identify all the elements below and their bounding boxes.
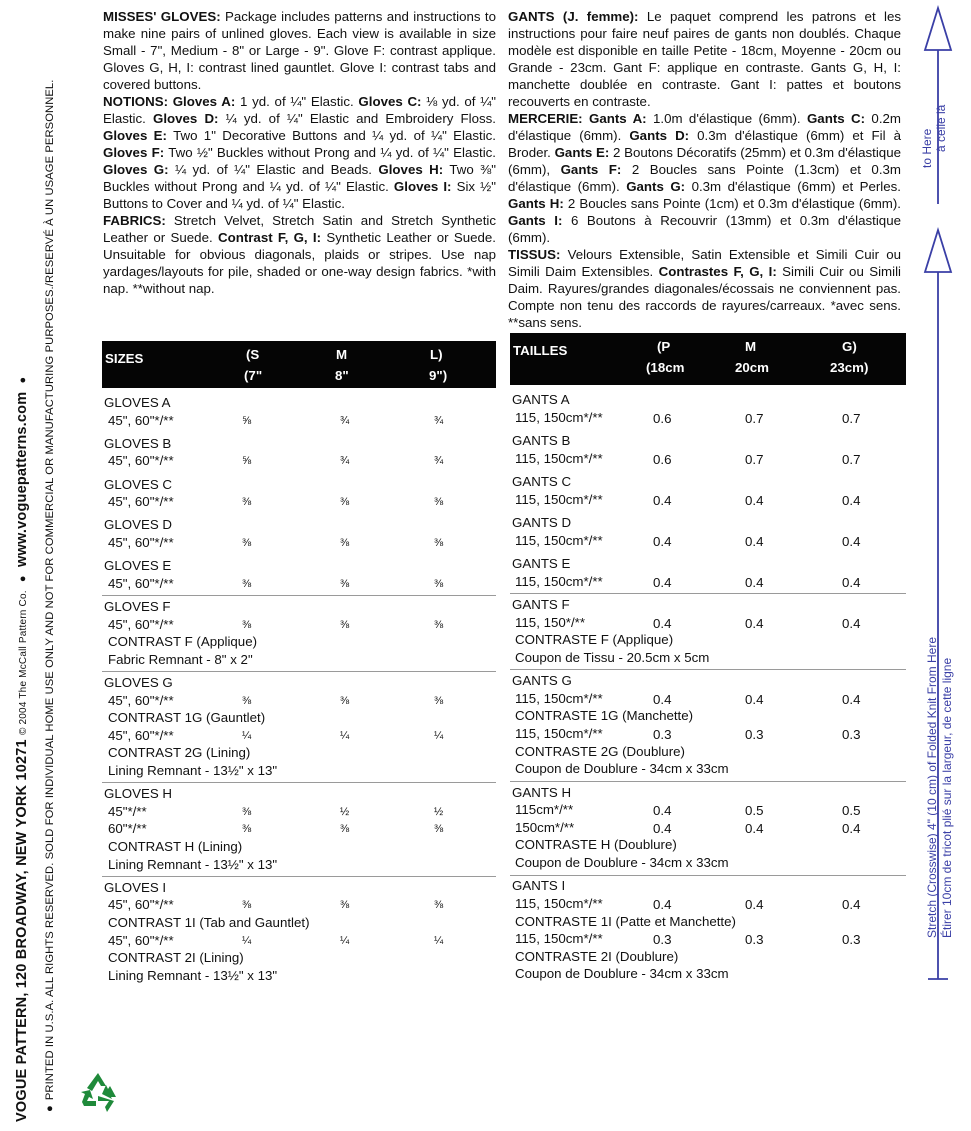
notion-item-label: Gloves I:: [393, 179, 452, 194]
row-value: 0.4: [745, 820, 764, 836]
row-value: 0.6: [653, 410, 672, 426]
mercerie-label: MERCERIE:: [508, 111, 589, 126]
row-value: ⅜: [242, 899, 252, 912]
notion-item-label: Gloves D:: [152, 111, 219, 126]
notion-item-text: 2 Boucles sans Pointe (1cm) et 0.3m d'élastique (6mm).: [563, 196, 901, 211]
header-measure: (18cm: [646, 360, 685, 375]
copyright: © 2004 The McCall Pattern Co.: [18, 590, 29, 736]
row-value: 0.4: [653, 492, 672, 508]
header-label: TAILLES: [513, 343, 568, 358]
row-value: 0.4: [842, 615, 861, 631]
row-label: Lining Remnant - 13½" x 13": [108, 967, 278, 983]
table-divider: [102, 671, 496, 672]
row-value: 0.4: [745, 615, 764, 631]
row-value: 0.3: [653, 726, 672, 742]
notion-item-label: Gloves A:: [172, 94, 236, 109]
row-value: 0.7: [745, 410, 764, 426]
notion-item-label: Gloves F:: [103, 145, 165, 160]
notion-item-label: Gloves C:: [358, 94, 422, 109]
table-divider: [510, 781, 906, 782]
row-label: CONTRAST H (Lining): [108, 838, 243, 854]
row-label: CONTRASTE H (Doublure): [515, 837, 677, 853]
row-value: 0.7: [745, 451, 764, 467]
row-value: ¼: [434, 934, 444, 947]
row-label: GLOVES A: [104, 395, 171, 410]
row-value: 0.4: [842, 896, 861, 912]
row-value: ½: [434, 805, 444, 818]
row-value: ⅜: [242, 577, 252, 590]
row-value: ¼: [340, 934, 350, 947]
row-label: CONTRAST 1I (Tab and Gauntlet): [108, 914, 310, 930]
row-label: GLOVES C: [104, 476, 172, 492]
bullet: ●: [17, 575, 29, 583]
row-label: GLOVES B: [104, 435, 172, 451]
row-value: 0.4: [842, 691, 861, 707]
row-label: GANTS C: [512, 474, 572, 489]
row-value: 0.7: [842, 410, 861, 426]
row-label: 45"*/**: [108, 803, 147, 819]
row-label: CONTRASTE 2I (Doublure): [515, 948, 679, 964]
row-value: ⅜: [434, 694, 444, 707]
publisher-line: [14, 373, 30, 1122]
notion-item-label: Gants G:: [626, 179, 686, 194]
row-value: 0.3: [745, 726, 764, 742]
header-size: G): [842, 339, 857, 354]
grainline-bottom-fr: Étirer 10cm de tricot plié sur la largeur, de cette ligne: [940, 657, 954, 938]
row-label: Lining Remnant - 13½" x 13": [108, 763, 278, 778]
header-size: L): [430, 347, 443, 362]
french-title: GANTS (J. femme):: [508, 9, 639, 24]
row-value: 0.3: [842, 726, 861, 742]
row-label: 115, 150cm*/**: [515, 725, 603, 741]
fabrics-label: FABRICS:: [103, 213, 166, 228]
grainline-top-fr: à celle là: [934, 104, 948, 152]
row-label: 45", 60"*/**: [108, 727, 174, 743]
header-measure: 9"): [429, 368, 448, 383]
row-value: ½: [340, 805, 350, 818]
row-label: GANTS B: [512, 433, 571, 448]
row-value: 0.4: [745, 691, 764, 707]
english-yardage-table: [102, 341, 496, 991]
header-size: M: [745, 339, 757, 354]
row-label: GANTS D: [512, 515, 572, 530]
row-value: ⅜: [434, 899, 444, 912]
row-label: CONTRASTE 2G (Doublure): [515, 743, 685, 759]
row-value: 0.3: [653, 932, 672, 948]
header-label: SIZES: [105, 351, 144, 366]
row-value: ¾: [434, 414, 444, 427]
french-intro-text: Le paquet comprend les patrons et les instructions pour faire neuf paires de gants non doublés. Chaque modèle est disponible en taille Petite - 18cm, Moyenne - 20cm ou Grande - 23cm. Gant F: applique en contraste. Gants G, H, I: manchette doublée en contraste. Gant I: pattes et boutons recouverts en contraste.: [508, 9, 902, 109]
row-value: ⅜: [434, 618, 444, 631]
table-divider: [510, 875, 906, 876]
french-yardage-table: [510, 333, 906, 993]
rights-line: [44, 80, 56, 1112]
row-value: ⅜: [242, 694, 252, 707]
row-label: GANTS F: [512, 597, 570, 612]
row-label: 115, 150cm*/**: [515, 931, 603, 947]
row-label: CONTRAST 2I (Lining): [108, 950, 244, 966]
row-value: 0.5: [842, 803, 861, 819]
row-label: Coupon de Doublure - 34cm x 33cm: [515, 761, 729, 777]
website-url: www.voguepatterns.com: [14, 391, 30, 567]
header-size: M: [336, 347, 348, 362]
row-value: ⅜: [340, 694, 350, 707]
notion-item-text: 0.3m d'élastique (6mm) et Perles.: [685, 179, 901, 194]
row-label: CONTRASTE 1G (Manchette): [515, 708, 694, 724]
row-label: 45", 60"*/**: [108, 897, 174, 913]
row-value: ¼: [242, 729, 252, 742]
fabrics-contrast-label: Contrast F, G, I:: [217, 230, 322, 245]
notion-item-label: Gants A:: [589, 111, 647, 126]
row-label: 45", 60"*/**: [108, 494, 174, 510]
row-value: 0.4: [745, 492, 764, 508]
row-value: 0.4: [653, 820, 672, 836]
row-label: Lining Remnant - 13½" x 13": [108, 856, 278, 872]
row-value: 0.4: [653, 615, 672, 631]
row-value: 0.6: [653, 451, 672, 467]
row-value: ¼: [340, 729, 350, 742]
row-label: GLOVES E: [104, 558, 172, 574]
row-label: 45", 60"*/**: [108, 692, 174, 708]
grainline-bottom-en: Stretch (Crosswise) 4" (10 cm) of Folded Knit From Here: [925, 636, 939, 938]
row-label: GANTS A: [512, 392, 570, 407]
row-label: CONTRASTE F (Applique): [515, 632, 674, 648]
row-value: 0.4: [745, 574, 764, 590]
row-label: 115, 150cm*/**: [515, 532, 603, 548]
row-value: 0.4: [653, 896, 672, 912]
notion-item-label: Gants C:: [806, 111, 866, 126]
row-label: 45", 60"*/**: [108, 932, 174, 948]
mercerie-list: [508, 111, 901, 245]
header-size: (P: [657, 339, 671, 354]
table-header: [510, 333, 906, 385]
notion-item-label: Gants E:: [554, 145, 610, 160]
row-value: ⅜: [434, 496, 444, 509]
row-label: GANTS E: [512, 556, 571, 571]
header-measure: 8": [335, 368, 349, 383]
english-fabrics: [103, 212, 496, 297]
row-value: 0.4: [653, 803, 672, 819]
row-label: 115, 150cm*/**: [515, 690, 603, 706]
row-label: CONTRASTE 1I (Patte et Manchette): [515, 913, 736, 929]
row-value: ⅜: [434, 823, 444, 836]
row-label: 150cm*/**: [515, 819, 575, 835]
row-value: ⅜: [340, 496, 350, 509]
row-label: 115, 150cm*/**: [515, 491, 603, 507]
row-value: 0.4: [745, 896, 764, 912]
table-divider: [510, 593, 906, 594]
english-notions: [103, 93, 496, 212]
row-value: ⅜: [434, 536, 444, 549]
row-value: ⅝: [242, 455, 252, 468]
row-value: 0.4: [842, 533, 861, 549]
french-notions: [508, 110, 901, 246]
table-divider: [510, 669, 906, 670]
row-value: 0.4: [842, 820, 861, 836]
row-value: ⅜: [340, 823, 350, 836]
row-value: 0.4: [842, 492, 861, 508]
row-value: 0.7: [842, 451, 861, 467]
row-value: 0.3: [842, 932, 861, 948]
notion-item-label: Gloves H:: [378, 162, 444, 177]
row-label: GLOVES I: [104, 879, 167, 895]
notion-item-text: ¼ yd. of ¼" Elastic and Beads.: [168, 162, 379, 177]
tissus-text: Velours Extensible, Satin Extensible et Simili Cuir ou Simili Daim Extensibles.: [508, 247, 901, 279]
row-label: 115, 150cm*/**: [515, 895, 603, 911]
bullet: ●: [44, 1105, 56, 1112]
fabrics-text-2: Synthetic Leather or Suede. Unsuitable for obvious diagonals, plaids or stripes. Use nap yardages/layouts for pile, shaded or one-way design fabrics. *with nap. **without nap.: [103, 230, 496, 296]
english-intro: [103, 8, 496, 93]
row-value: ¼: [242, 934, 252, 947]
row-value: ⅜: [242, 536, 252, 549]
french-fabrics: [508, 246, 901, 331]
notion-item-text: 0.3m d'élastique (6mm) et Fil à Broder.: [508, 128, 901, 160]
row-label: GLOVES D: [104, 517, 172, 533]
table-divider: [102, 782, 496, 783]
row-label: GLOVES G: [104, 675, 173, 690]
row-value: 0.4: [745, 533, 764, 549]
row-label: 115, 150*/**: [515, 614, 585, 630]
row-label: 115, 150cm*/**: [515, 409, 603, 425]
header-measure: 20cm: [735, 360, 770, 375]
row-label: Fabric Remnant - 8" x 2": [108, 651, 253, 667]
tissus-contrast-label: Contrastes F, G, I:: [658, 264, 777, 279]
notion-item-text: Six ½" Buttons to Cover and ¼ yd. of ¼" Elastic.: [103, 179, 496, 211]
row-value: 0.4: [653, 691, 672, 707]
table-divider: [102, 595, 496, 596]
notion-item-text: 2 Boutons Décoratifs (25mm) et 0.3m d'élastique (6mm),: [508, 145, 901, 177]
publisher-address: VOGUE PATTERN, 120 BROADWAY, NEW YORK 10271: [14, 739, 30, 1122]
row-value: ⅜: [242, 496, 252, 509]
notion-item-text: 0.2m d'élastique (6mm).: [508, 111, 901, 143]
row-label: 60"*/**: [108, 821, 147, 837]
row-label: Coupon de Tissu - 20.5cm x 5cm: [515, 649, 710, 665]
row-label: CONTRAST F (Applique): [108, 634, 258, 650]
row-label: GANTS H: [512, 784, 572, 800]
row-value: 0.4: [653, 574, 672, 590]
row-label: GANTS I: [512, 878, 566, 894]
notion-item-text: Two 1" Decorative Buttons and ¼ yd. of ¼" Elastic.: [166, 128, 496, 143]
row-label: 45", 60"*/**: [108, 453, 174, 469]
row-value: ⅜: [340, 618, 350, 631]
notion-item-text: 1.0m d'élastique (6mm).: [646, 111, 807, 126]
row-label: GLOVES H: [104, 786, 172, 802]
fabrics-text: Stretch Velvet, Stretch Satin and Stretch Synthetic Leather or Suede.: [103, 213, 496, 245]
header-size: (S: [246, 347, 260, 362]
english-intro-text: Package includes patterns and instructions to make nine pairs of unlined gloves. Each view is available in size Small - 7", Medium - 8" or Large - 9". Glove F: contrast applique. Gloves G, H, I: contrast lined gauntlet. Glove I: contrast tabs and covered buttons.: [103, 9, 496, 92]
rights-text: PRINTED IN U.S.A. ALL RIGHTS RESERVED. SOLD FOR INDIVIDUAL HOME USE ONLY AND NOT FOR COMMERCIAL OR MANUFACTURING PURPOSES./RESERVÉ À UN USAGE PERSONNEL.: [44, 79, 56, 1101]
notions-list: [103, 94, 496, 211]
recycle-icon: [76, 1070, 120, 1114]
notion-item-label: Gants H:: [508, 196, 564, 211]
notion-item-text: Two ½" Buckles without Prong and ¼ yd. of ¼" Elastic.: [164, 145, 496, 160]
row-label: Coupon de Doublure - 34cm x 33cm: [515, 966, 729, 982]
grainline-top-en: to Here: [920, 128, 934, 168]
row-value: ⅜: [242, 823, 252, 836]
tissus-text-2: Simili Cuir ou Simili Daim. Rayures/grandes diagonales/écossais ne conviennent pas. Compte non tenu des raccords de rayures/carreaux. *avec sens. **sans sens.: [508, 264, 901, 330]
notion-item-text: ¼ yd. of ¼" Elastic and Embroidery Floss.: [218, 111, 496, 126]
row-label: 115, 150cm*/**: [515, 573, 603, 589]
notions-label: NOTIONS:: [103, 94, 173, 109]
french-description: [508, 8, 901, 331]
row-value: ¾: [340, 414, 350, 427]
row-value: ¾: [434, 455, 444, 468]
notion-item-label: Gants I:: [508, 213, 563, 228]
row-value: 0.3: [745, 932, 764, 948]
notion-item-text: 6 Boutons à Recouvrir (13mm) et 0.3m d'élastique (6mm).: [508, 213, 901, 245]
notion-item-text: 2 Boucles sans Pointe (1.3cm) et 0.3m d'élastique (6mm).: [508, 162, 901, 194]
row-value: ⅜: [434, 577, 444, 590]
english-description: [103, 8, 496, 297]
row-label: Coupon de Doublure - 34cm x 33cm: [515, 854, 729, 870]
row-value: ¼: [434, 729, 444, 742]
notion-item-label: Gants D:: [629, 128, 690, 143]
notion-item-text: Two ⅜" Buckles without Prong and ¼ yd. of ¼" Elastic.: [103, 162, 496, 194]
row-label: 45", 60"*/**: [108, 575, 174, 591]
row-value: ⅜: [340, 577, 350, 590]
row-label: 115, 150cm*/**: [515, 450, 603, 466]
row-value: 0.5: [745, 803, 764, 819]
row-value: 0.4: [842, 574, 861, 590]
header-measure: 23cm): [830, 360, 869, 375]
notion-item-label: Gants F:: [560, 162, 622, 177]
notion-item-text: ⅛ yd. of ¼" Elastic.: [103, 94, 497, 126]
bullet: ●: [17, 376, 29, 384]
notion-item-label: Gloves G:: [103, 162, 169, 177]
row-value: ¾: [340, 455, 350, 468]
row-label: CONTRAST 1G (Gauntlet): [108, 710, 266, 726]
row-value: 0.4: [653, 533, 672, 549]
table-divider: [102, 876, 496, 877]
row-value: ⅜: [242, 618, 252, 631]
row-value: ⅜: [340, 536, 350, 549]
header-measure: (7": [244, 368, 263, 383]
row-value: ⅝: [242, 414, 252, 427]
row-value: ⅜: [242, 805, 252, 818]
table-header: [102, 341, 496, 388]
row-label: 45", 60"*/**: [108, 616, 174, 632]
row-label: CONTRAST 2G (Lining): [108, 745, 251, 761]
row-label: 115cm*/**: [515, 802, 574, 818]
row-label: GANTS G: [512, 673, 572, 689]
english-title: MISSES' GLOVES:: [103, 9, 221, 24]
row-label: 45", 60"*/**: [108, 534, 174, 550]
row-label: GLOVES F: [104, 599, 171, 614]
row-label: 45", 60"*/**: [108, 412, 174, 428]
row-value: ⅜: [340, 899, 350, 912]
french-intro: [508, 8, 901, 110]
notion-item-text: 1 yd. of ¼" Elastic.: [235, 94, 359, 109]
tissus-label: TISSUS:: [508, 247, 561, 262]
notion-item-label: Gloves E:: [103, 128, 167, 143]
